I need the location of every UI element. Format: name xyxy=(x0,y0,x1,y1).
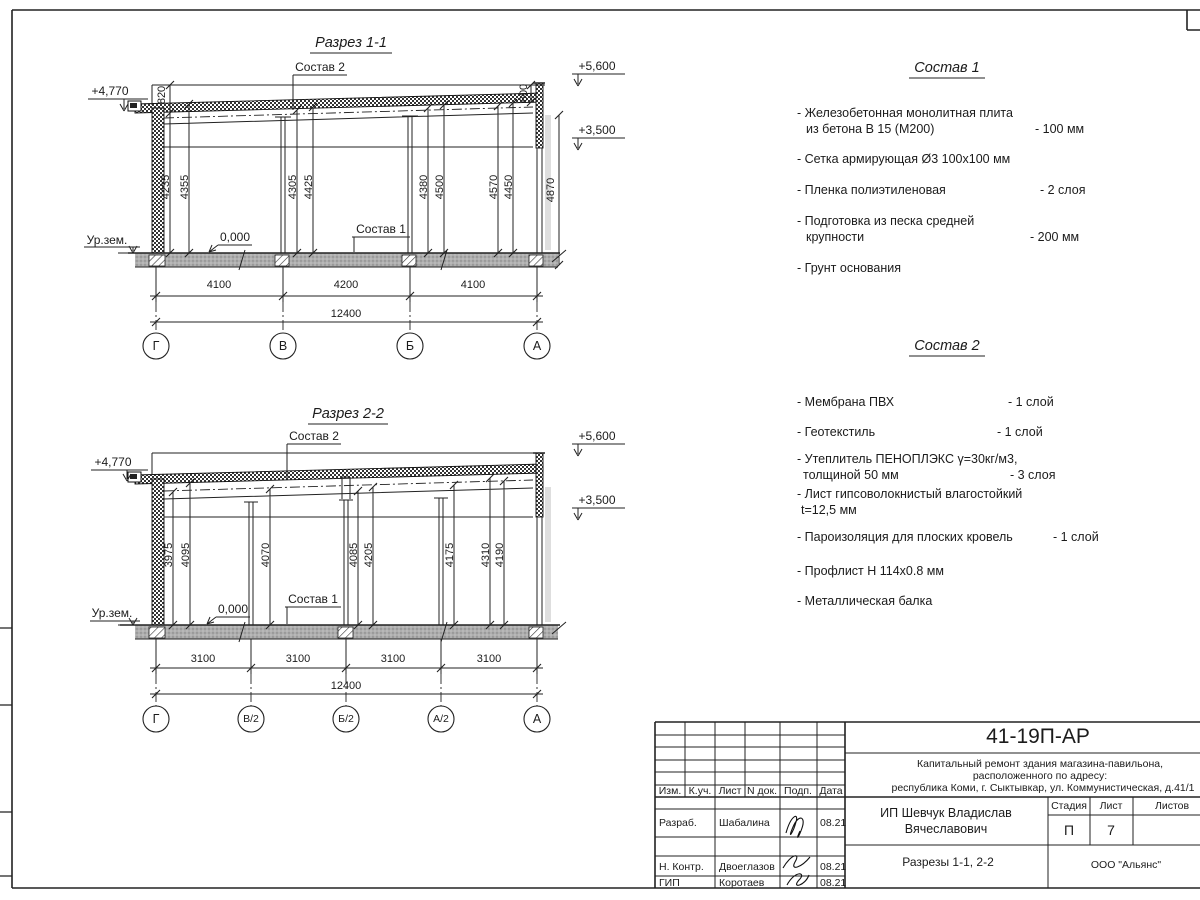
vertical-dim: 600 xyxy=(518,83,530,103)
vertical-dim: 4095 xyxy=(180,542,192,568)
sign-name: Шабалина xyxy=(719,817,770,829)
sheet-value: 7 xyxy=(1107,822,1115,838)
vertical-dim: 4305 xyxy=(287,174,299,200)
vertical-dim: 820 xyxy=(156,85,168,105)
axis-label: В/2 xyxy=(243,713,259,725)
elevation-mark: +4,770 xyxy=(94,455,132,469)
sign-name: Коротаев xyxy=(719,877,765,889)
horizontal-dim: 3100 xyxy=(380,653,406,665)
list-item: толщиной 50 мм xyxy=(803,468,899,482)
vertical-dim: 4870 xyxy=(545,177,557,203)
list-item: - Сетка армирующая Ø3 100х100 мм xyxy=(797,152,1011,166)
project-description: республика Коми, г. Сыктывкар, ул. Коммунистическая, д.41/1 xyxy=(891,782,1195,794)
list-item-value: - 3 слоя xyxy=(1010,468,1056,482)
list-item-value: - 200 мм xyxy=(1030,230,1080,244)
signature-scribbles xyxy=(783,816,810,885)
zero-level-label: 0,000 xyxy=(217,602,249,616)
sign-date: 08.21 xyxy=(820,861,847,873)
sign-role: Разраб. xyxy=(659,817,697,829)
list-item: - Профлист Н 114х0.8 мм xyxy=(797,564,944,578)
vertical-dim: 4450 xyxy=(503,174,515,200)
list-item: - Грунт основания xyxy=(797,261,902,275)
vertical-dim: 4205 xyxy=(363,542,375,568)
list-item: из бетона В 15 (М200) xyxy=(806,122,935,136)
list-item: - Металлическая балка xyxy=(797,594,933,608)
column-header: Изм. xyxy=(658,785,682,797)
horizontal-dim: 3100 xyxy=(476,653,502,665)
list-item: - Лист гипсоволокнистый влагостойкий xyxy=(797,487,1023,501)
client-name: Вячеславович xyxy=(904,822,988,836)
column-header: Лист xyxy=(718,785,742,797)
elevation-mark: +5,600 xyxy=(578,429,616,443)
axis-label: А/2 xyxy=(433,713,449,725)
elevation-mark: +3,500 xyxy=(578,493,616,507)
axis-label: Г xyxy=(152,339,160,353)
column-header: К.уч. xyxy=(688,785,712,797)
list-item: - Пароизоляция для плоских кровель xyxy=(797,530,1013,544)
document-number: 41-19П-АР xyxy=(986,725,1090,748)
vertical-dim: 4425 xyxy=(303,174,315,200)
vertical-dim: 3975 xyxy=(163,542,175,568)
column-header: N док. xyxy=(747,785,777,797)
sign-role: Н. Контр. xyxy=(659,861,704,873)
list-item: - Железобетонная монолитная плита xyxy=(797,106,1013,120)
horizontal-dim: 4100 xyxy=(460,279,486,291)
axis-label: Б/2 xyxy=(338,713,354,725)
sostav1-title: Состав 1 xyxy=(914,60,980,76)
vertical-dim: 4500 xyxy=(434,174,446,200)
horizontal-dim: 4100 xyxy=(206,279,232,291)
sostav1-leader-label: Состав 1 xyxy=(288,592,338,606)
client-name: ИП Шевчук Владислав xyxy=(880,806,1012,820)
list-item: - Пленка полиэтиленовая xyxy=(797,183,946,197)
project-description: расположенного по адресу: xyxy=(972,770,1108,782)
section2-title: Разрез 2-2 xyxy=(312,406,384,422)
list-item: - Подготовка из песка средней xyxy=(797,214,975,228)
column-header: Дата xyxy=(819,785,843,797)
vertical-dim: 4570 xyxy=(488,174,500,200)
vertical-dim: 4070 xyxy=(260,542,272,568)
axis-label: А xyxy=(532,339,542,353)
sostav2-leader-label: Состав 2 xyxy=(289,429,339,443)
stage-header: Стадия xyxy=(1051,800,1087,812)
vertical-dim: 4085 xyxy=(348,542,360,568)
axis-label: Г xyxy=(152,712,160,726)
axis-label: В xyxy=(278,339,288,353)
horizontal-dim: 4200 xyxy=(333,279,359,291)
ground-level-label: Ур.зем. xyxy=(86,233,128,247)
elevation-mark: +3,500 xyxy=(578,123,616,137)
company-name: ООО "Альянс" xyxy=(1090,859,1162,871)
sheets-header: Листов xyxy=(1154,800,1190,812)
sheet-frame xyxy=(0,10,1200,888)
stage-value: П xyxy=(1063,822,1075,838)
ground-level-label: Ур.зем. xyxy=(91,606,133,620)
list-item: - Мембрана ПВХ xyxy=(797,395,895,409)
list-item-value: - 1 слой xyxy=(1008,395,1054,409)
list-item: t=12,5 мм xyxy=(801,503,857,517)
project-description: Капитальный ремонт здания магазина-павильона, xyxy=(917,758,1163,770)
elevation-mark: +5,600 xyxy=(578,59,616,73)
sign-date: 08.21 xyxy=(820,817,847,829)
sign-date: 08.21 xyxy=(820,877,847,889)
vertical-dim: 4175 xyxy=(444,542,456,568)
horizontal-dim: 3100 xyxy=(190,653,216,665)
vertical-dim: 4190 xyxy=(494,542,506,568)
horizontal-dim: 3100 xyxy=(285,653,311,665)
sostav2-title: Состав 2 xyxy=(914,338,980,354)
total-dim: 12400 xyxy=(330,308,362,320)
column-header: Подп. xyxy=(784,785,812,797)
list-item-value: - 100 мм xyxy=(1035,122,1085,136)
vertical-dim: 4310 xyxy=(480,542,492,568)
list-item: - Утеплитель ПЕНОПЛЭКС γ=30кг/м3, xyxy=(797,452,1018,466)
vertical-dim: 4380 xyxy=(418,174,430,200)
sostav1-leader-label: Состав 1 xyxy=(356,222,406,236)
axis-label: А xyxy=(532,712,542,726)
sign-role: ГИП xyxy=(659,877,680,889)
sign-name: Двоеглазов xyxy=(719,861,775,873)
list-item: крупности xyxy=(806,230,865,244)
vertical-dim: 4235 xyxy=(160,174,172,200)
section1-title: Разрез 1-1 xyxy=(315,35,387,51)
sheet-header: Лист xyxy=(1099,800,1123,812)
total-dim: 12400 xyxy=(330,680,362,692)
axis-label: Б xyxy=(405,339,415,353)
drawing-title: Разрезы 1-1, 2-2 xyxy=(902,855,994,869)
vertical-dim: 4355 xyxy=(179,174,191,200)
zero-level-label: 0,000 xyxy=(219,230,251,244)
list-item-value: - 1 слой xyxy=(1053,530,1099,544)
list-item-value: - 1 слой xyxy=(997,425,1043,439)
sostav2-leader-label: Состав 2 xyxy=(295,60,345,74)
elevation-mark: +4,770 xyxy=(91,84,129,98)
list-item: - Геотекстиль xyxy=(797,425,876,439)
list-item-value: - 2 слоя xyxy=(1040,183,1086,197)
